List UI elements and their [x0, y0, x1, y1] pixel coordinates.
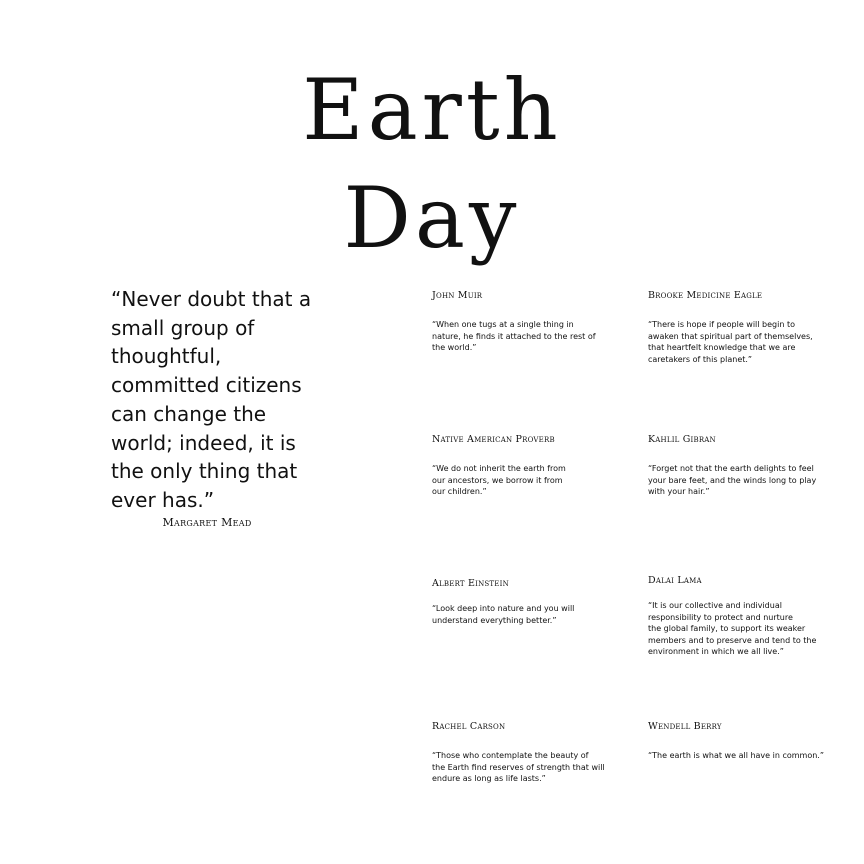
quote-author: Kahlil Gibran — [648, 434, 716, 445]
quote-text: “We do not inherit the earth from our ancestors, we borrow it from our children.” — [432, 464, 566, 497]
quote-card-albert-einstein — [432, 578, 612, 626]
quote-text: “It is our collective and individual responsibility to protect and nurture the global family, to support its weaker members and to preserve and tend to the environment in which we all live.” — [648, 601, 817, 657]
quote-card-kahlil-gibran — [648, 434, 828, 498]
quote-card-native-american-proverb — [432, 434, 612, 498]
quote-author: Dalai Lama — [648, 575, 702, 586]
quote-text: “Forget not that the earth delights to feel your bare feet, and the winds long to play with your hair.” — [648, 464, 817, 497]
quote-card-wendell-berry — [648, 721, 828, 762]
quote-author: Brooke Medicine Eagle — [648, 290, 763, 301]
quote-card-brooke-medicine-eagle — [648, 290, 828, 365]
quote-card-john-muir — [432, 290, 612, 354]
quote-author: John Muir — [432, 290, 483, 301]
featured-quote: “Never doubt that a small group of thoughtful, committed citizens can change the world; indeed, it is the only thing that ever has.” — [111, 287, 312, 512]
quote-card-rachel-carson — [432, 721, 612, 785]
featured-quote-author: Margaret Mead — [162, 516, 252, 529]
quote-text: “When one tugs at a single thing in nature, he finds it attached to the rest of the world.” — [432, 320, 596, 353]
quote-author: Rachel Carson — [432, 721, 506, 732]
quote-text: “Those who contemplate the beauty of the Earth find reserves of strength that will endure as long as life lasts.” — [432, 751, 605, 784]
quote-text: “Look deep into nature and you will understand everything better.” — [432, 604, 575, 625]
page-title-line-2: Day — [343, 169, 521, 267]
quote-author: Native American Proverb — [432, 434, 555, 445]
quote-text: “The earth is what we all have in common.” — [648, 751, 824, 760]
quote-card-dalai-lama — [648, 575, 828, 658]
quote-text: “There is hope if people will begin to awaken that spiritual part of themselves, that heartfelt knowledge that we are caretakers of this planet.” — [648, 320, 813, 364]
page-title-line-1: Earth — [302, 61, 562, 159]
quote-author: Wendell Berry — [648, 721, 722, 732]
quote-author: Albert Einstein — [432, 578, 509, 589]
